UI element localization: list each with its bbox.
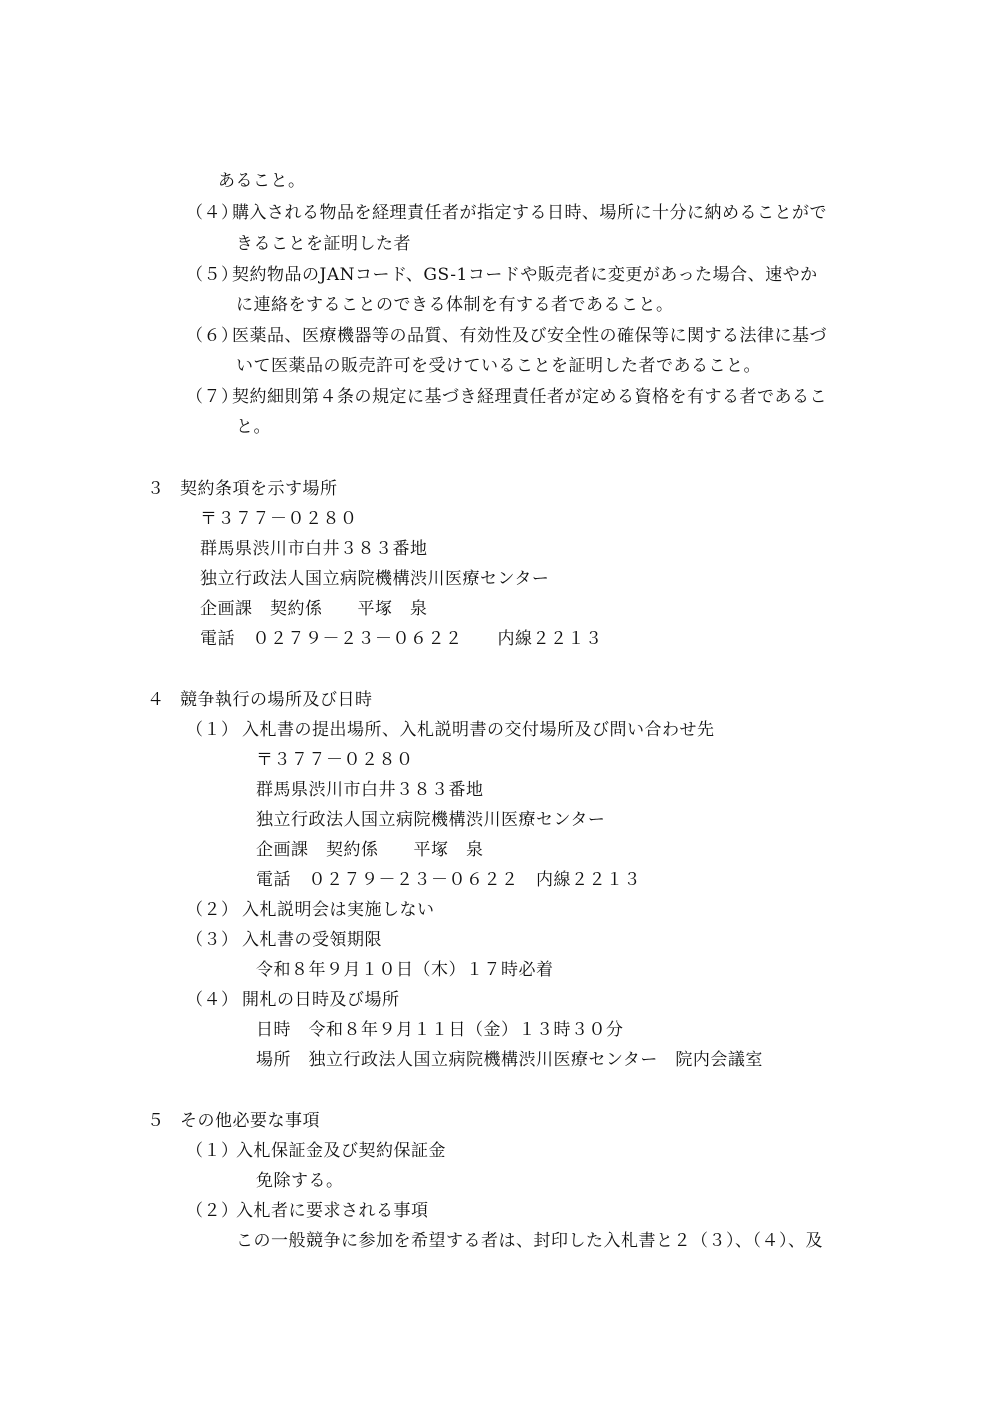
section4-item1-postal-code: 〒３７７－０２８０: [256, 750, 414, 770]
section5-item2-detail: この一般競争に参加を希望する者は、封印した入札書と２（３）、（４）、及: [236, 1231, 823, 1251]
section3-title: 契約条項を示す場所: [180, 479, 338, 499]
section2-item6-number: （６）: [186, 326, 239, 346]
section2-item4-line2: きることを証明した者: [236, 234, 411, 254]
section4-item3-text: 入札書の受領期限: [242, 930, 382, 950]
section3-telephone: 電話 ０２７９－２３－０６２２ 内線２２１３: [200, 629, 603, 649]
section5-item2-text: 入札者に要求される事項: [236, 1201, 429, 1221]
section4-item4-text: 開札の日時及び場所: [242, 990, 400, 1010]
section4-item1-text: 入札書の提出場所、入札説明書の交付場所及び問い合わせ先: [242, 720, 715, 740]
section2-item5-number: （５）: [186, 265, 239, 285]
section4-item3-number: （３）: [186, 930, 239, 950]
section3-postal-code: 〒３７７－０２８０: [200, 509, 358, 529]
section2-item4-line1: 購入される物品を経理責任者が指定する日時、場所に十分に納めることがで: [232, 203, 827, 223]
section2-item7-number: （７）: [186, 387, 239, 407]
section3-number: ３: [147, 479, 165, 499]
section2-continuation: あること。: [218, 171, 306, 191]
section4-item3-deadline: 令和８年９月１０日（木）１７時必着: [256, 960, 554, 980]
section4-item2-text: 入札説明会は実施しない: [242, 900, 435, 920]
section3-organization: 独立行政法人国立病院機構渋川医療センター: [200, 569, 550, 589]
section4-item4-date: 日時 令和８年９月１１日（金）１３時３０分: [256, 1020, 624, 1040]
section2-item5-line2: に連絡をすることのできる体制を有する者であること。: [236, 295, 674, 315]
section4-item1-telephone: 電話 ０２７９－２３－０６２２ 内線２２１３: [256, 870, 641, 890]
section4-number: ４: [147, 690, 165, 710]
section5-title: その他必要な事項: [180, 1111, 320, 1131]
section5-item1-text: 入札保証金及び契約保証金: [236, 1141, 446, 1161]
section4-item1-address: 群馬県渋川市白井３８３番地: [256, 780, 484, 800]
section4-item4-place: 場所 独立行政法人国立病院機構渋川医療センター 院内会議室: [256, 1050, 763, 1070]
section5-number: ５: [147, 1111, 165, 1131]
section5-item1-number: （１）: [186, 1141, 239, 1161]
section3-address: 群馬県渋川市白井３８３番地: [200, 539, 428, 559]
section4-title: 競争執行の場所及び日時: [180, 690, 373, 710]
section2-item6-line2: いて医薬品の販売許可を受けていることを証明した者であること。: [236, 356, 761, 376]
section4-item1-number: （１）: [186, 720, 239, 740]
section2-item5-line1: 契約物品のJANコード、GS-1コードや販売者に変更があった場合、速やか: [232, 265, 818, 285]
section5-item1-detail: 免除する。: [256, 1171, 344, 1191]
section2-item6-line1: 医薬品、医療機器等の品質、有効性及び安全性の確保等に関する法律に基づ: [232, 326, 827, 346]
section4-item1-department: 企画課 契約係 平塚 泉: [256, 840, 484, 860]
section5-item2-number: （２）: [186, 1201, 239, 1221]
section2-item7-line2: と。: [236, 417, 271, 437]
section4-item4-number: （４）: [186, 990, 239, 1010]
section2-item4-number: （４）: [186, 203, 239, 223]
section3-department: 企画課 契約係 平塚 泉: [200, 599, 428, 619]
section4-item2-number: （２）: [186, 900, 239, 920]
section2-item7-line1: 契約細則第４条の規定に基づき経理責任者が定める資格を有する者であるこ: [232, 387, 827, 407]
section4-item1-organization: 独立行政法人国立病院機構渋川医療センター: [256, 810, 606, 830]
